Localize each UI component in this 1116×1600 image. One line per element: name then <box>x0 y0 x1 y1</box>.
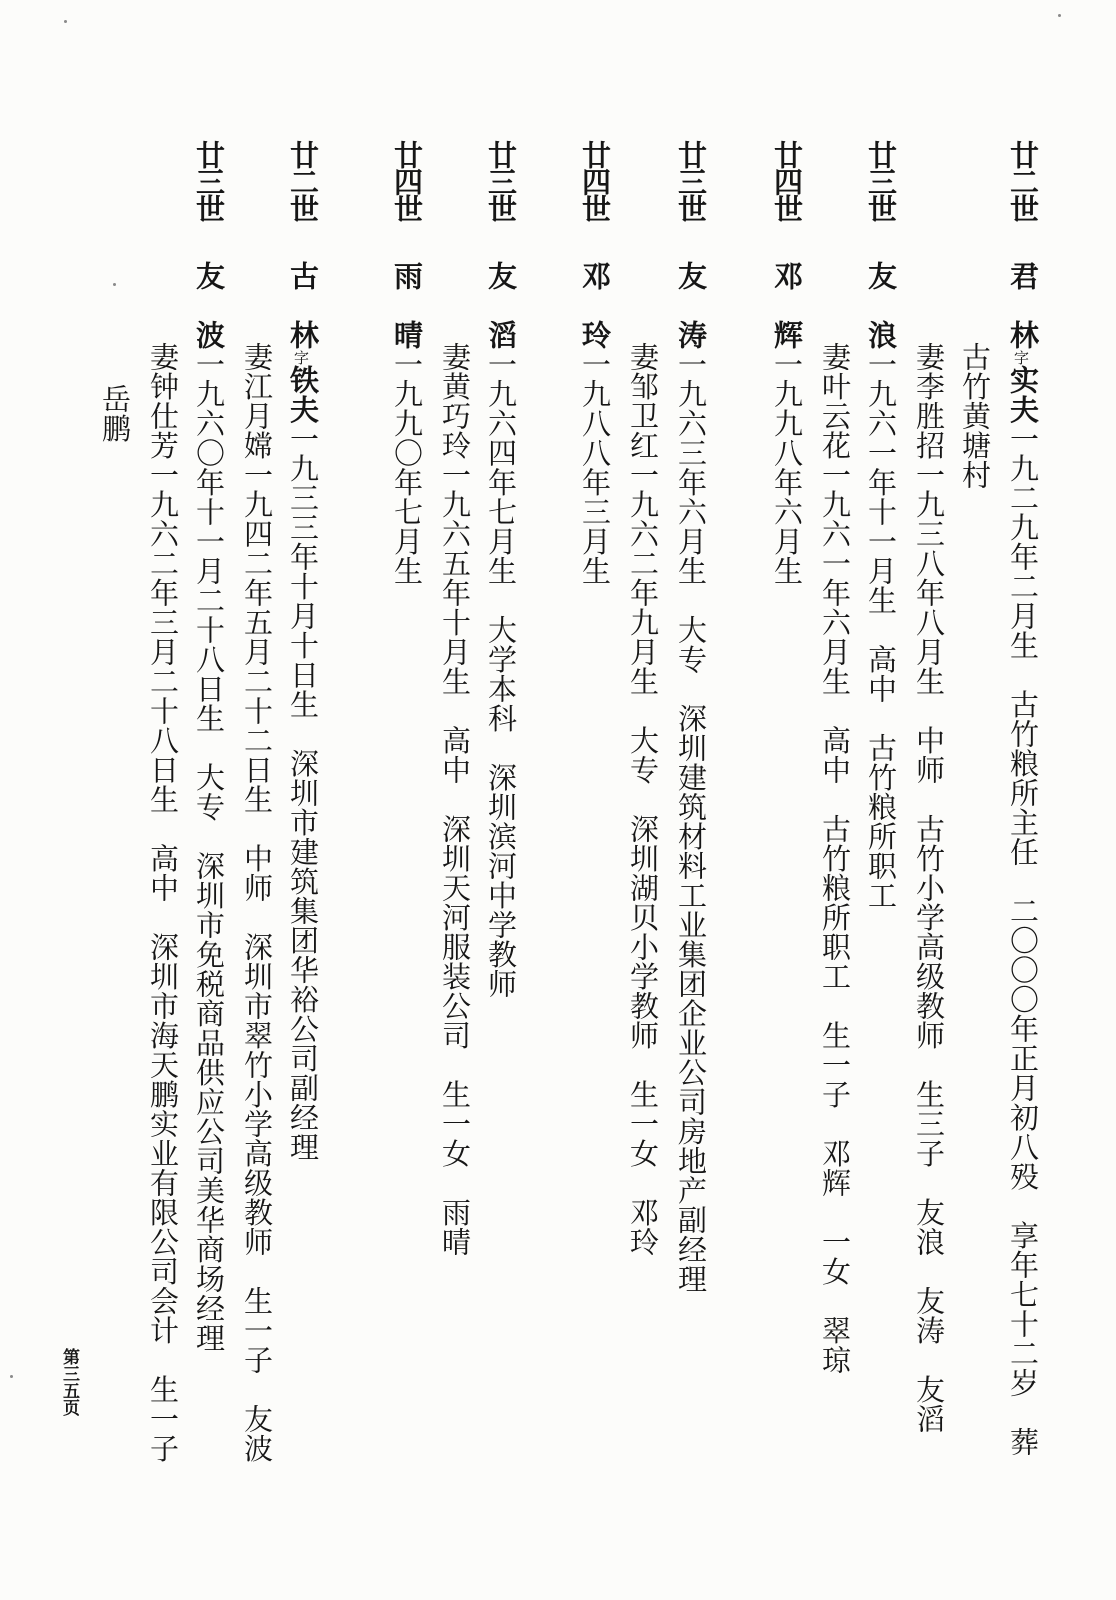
generation-label: 廿四世 <box>390 140 424 221</box>
entry-text: 一九二九年二月生 古竹粮所主任 二〇〇〇年正月初八殁 享年七十二岁 葬 <box>1006 424 1040 1457</box>
person-name: 雨 晴 <box>390 261 424 350</box>
person-name: 君 林 <box>1006 261 1040 350</box>
entry-continuation-line <box>958 342 992 490</box>
entry-main-line <box>390 140 424 586</box>
scan-speck <box>1058 14 1061 17</box>
scan-speck <box>113 283 116 286</box>
generation-label: 廿四世 <box>578 140 612 221</box>
spouse-line <box>438 342 472 1257</box>
person-name: 友 涛 <box>674 261 708 350</box>
spouse-text: 妻叶云花一九六一年六月生 高中 古竹粮所职工 生一子 邓辉 一女 翠琼 <box>818 342 852 1375</box>
generation-label: 廿三世 <box>192 140 226 221</box>
entry-text: 一九三三年十月十日生 深圳市建筑集团华裕公司副经理 <box>286 424 320 1162</box>
entry-text: 一九六三年六月生 大专 深圳建筑材料工业集团企业公司房地产副经理 <box>674 349 708 1294</box>
generation-label: 廿二世 <box>1006 140 1040 221</box>
person-name: 友 滔 <box>484 261 518 350</box>
spouse-text: 妻李胜招一九三八年八月生 中师 古竹小学高级教师 生三子 友浪 友涛 友滔 <box>912 342 946 1434</box>
child-name-line <box>98 384 132 443</box>
child-name: 岳鹏 <box>98 384 132 443</box>
entry-text: 一九六四年七月生 大学本科 深圳滨河中学教师 <box>484 349 518 999</box>
scan-speck <box>10 1375 13 1378</box>
entry-main-line <box>674 140 708 1294</box>
burial-place: 古竹黄塘村 <box>958 342 992 490</box>
entry-main-line <box>484 140 518 999</box>
spouse-line <box>912 342 946 1434</box>
spouse-line <box>240 342 274 1463</box>
spouse-text: 妻黄巧玲一九六五年十月生 高中 深圳天河服装公司 生一女 雨晴 <box>438 342 472 1257</box>
person-name: 邓 辉 <box>770 261 804 350</box>
spouse-text: 妻钟仕芳一九六二年三月二十八日生 高中 深圳市海天鹏实业有限公司会计 生一子 <box>146 342 180 1463</box>
generation-label: 廿二世 <box>286 140 320 221</box>
entry-text: 一九九八年六月生 <box>770 349 804 586</box>
spouse-line <box>626 342 660 1257</box>
entry-main-line <box>1006 140 1040 1457</box>
entry-main-line <box>286 140 320 1162</box>
scan-speck <box>64 20 67 23</box>
person-name: 邓 玲 <box>578 261 612 350</box>
person-name: 友 波 <box>192 261 226 350</box>
courtesy-name: 实夫 <box>1006 365 1040 424</box>
entry-text: 一九八八年三月生 <box>578 349 612 586</box>
generation-label: 廿三世 <box>674 140 708 221</box>
entry-main-line <box>192 140 226 1353</box>
courtesy-name: 铁夫 <box>286 365 320 424</box>
spouse-text: 妻江月嫦一九四二年五月二十二日生 中师 深圳市翠竹小学高级教师 生一子 友波 <box>240 342 274 1463</box>
spouse-line <box>146 342 180 1463</box>
zi-label: 字 <box>292 349 310 365</box>
generation-label: 廿四世 <box>770 140 804 221</box>
entry-text: 一九六〇年十一月二十八日生 大专 深圳市免税商品供应公司美华商场经理 <box>192 349 226 1353</box>
entry-main-line <box>770 140 804 586</box>
zi-label: 字 <box>1012 349 1030 365</box>
entry-main-line <box>864 140 898 910</box>
entry-main-line <box>578 140 612 586</box>
person-name: 古 林 <box>286 261 320 350</box>
generation-label: 廿三世 <box>484 140 518 221</box>
page-number: 第三五页 <box>59 1348 79 1416</box>
spouse-text: 妻邹卫红一九六二年九月生 大专 深圳湖贝小学教师 生一女 邓玲 <box>626 342 660 1257</box>
entry-text: 一九六一年十一月生 高中 古竹粮所职工 <box>864 349 898 910</box>
entry-text: 一九九〇年七月生 <box>390 349 424 586</box>
spouse-line <box>818 342 852 1375</box>
person-name: 友 浪 <box>864 261 898 350</box>
generation-label: 廿三世 <box>864 140 898 221</box>
